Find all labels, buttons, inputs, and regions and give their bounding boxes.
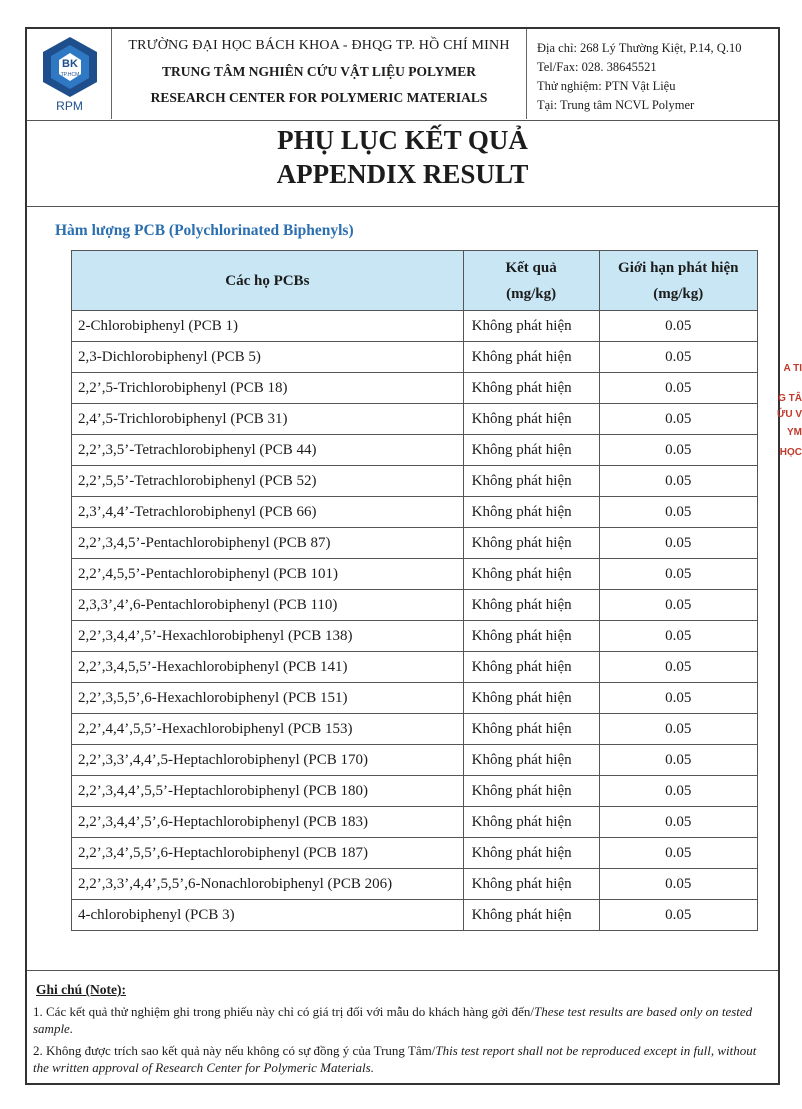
table-row (72, 528, 758, 559)
col-header-limit (599, 251, 757, 311)
pcb-name-cell: 2,2’,3,4,5’-Pentachlorobiphenyl (PCB 87) (72, 528, 464, 559)
result-cell: Không phát hiện (463, 466, 599, 497)
result-cell: Không phát hiện (463, 621, 599, 652)
location: Tại: Trung tâm NCVL Polymer (537, 98, 695, 112)
logo-name: BK (62, 58, 78, 70)
table-row (72, 497, 758, 528)
pcb-name-cell: 2,3,3’,4’,6-Pentachlorobiphenyl (PCB 110) (72, 590, 464, 621)
result-cell: Không phát hiện (463, 776, 599, 807)
limit-cell: 0.05 (599, 590, 757, 621)
table-body (72, 311, 758, 931)
table-row (72, 559, 758, 590)
note-2 (33, 1042, 773, 1076)
result-cell: Không phát hiện (463, 497, 599, 528)
notes-section (27, 970, 778, 1083)
pcb-name-cell: 2,4’,5-Trichlorobiphenyl (PCB 31) (72, 404, 464, 435)
limit-cell: 0.05 (599, 869, 757, 900)
pcb-name-cell: 2,2’,3,3’,4,4’,5,5’,6-Nonachlorobiphenyl (PCB 206) (72, 869, 464, 900)
result-cell: Không phát hiện (463, 900, 599, 931)
limit-cell: 0.05 (599, 807, 757, 838)
table-row (72, 900, 758, 931)
limit-cell: 0.05 (599, 683, 757, 714)
limit-cell: 0.05 (599, 497, 757, 528)
limit-cell: 0.05 (599, 528, 757, 559)
institution-line3: RESEARCH CENTER FOR POLYMERIC MATERIALS (150, 90, 488, 105)
table-header-row (72, 251, 758, 311)
result-cell: Không phát hiện (463, 714, 599, 745)
note-1-en: These test results are based only on tested sample. (33, 1004, 753, 1036)
pcb-name-cell: 2,2’,3,4’,5,5’,6-Heptachlorobiphenyl (PCB 187) (72, 838, 464, 869)
col-header-pcb: Các họ PCBs (72, 251, 464, 311)
col-header-result-l2: (mg/kg) (506, 285, 557, 302)
institution-line1: TRƯỜNG ĐẠI HỌC BÁCH KHOA - ĐHQG TP. HỒ CHÍ MINH (128, 38, 510, 53)
result-cell: Không phát hiện (463, 559, 599, 590)
table-row (72, 311, 758, 342)
table-row (72, 745, 758, 776)
pcb-name-cell: 2,2’,4,4’,5,5’-Hexachlorobiphenyl (PCB 153) (72, 714, 464, 745)
table-row (72, 683, 758, 714)
pcb-name-cell: 2,2’,5,5’-Tetrachlorobiphenyl (PCB 52) (72, 466, 464, 497)
table-row (72, 404, 758, 435)
result-cell: Không phát hiện (463, 807, 599, 838)
logo-sub: TP.HCM (60, 72, 80, 78)
pcb-name-cell: 2,2’,3,5,5’,6-Hexachlorobiphenyl (PCB 151) (72, 683, 464, 714)
pcb-name-cell: 2,2’,3,5’-Tetrachlorobiphenyl (PCB 44) (72, 435, 464, 466)
pcb-name-cell: 2-Chlorobiphenyl (PCB 1) (72, 311, 464, 342)
result-cell: Không phát hiện (463, 652, 599, 683)
table-row (72, 590, 758, 621)
bk-logo-icon (39, 35, 101, 99)
note-1-vi: 1. Các kết quả thử nghiệm ghi trong phiếu này chỉ có giá trị đối với mẫu do khách hàng gởi đến/ (33, 1004, 534, 1019)
pcb-name-cell: 2,2’,3,4,5,5’-Hexachlorobiphenyl (PCB 141) (72, 652, 464, 683)
result-cell: Không phát hiện (463, 404, 599, 435)
institution-block (112, 29, 527, 119)
limit-cell: 0.05 (599, 652, 757, 683)
title-vi: PHỤ LỤC KẾT QUẢ (277, 125, 528, 155)
table-row (72, 373, 758, 404)
limit-cell: 0.05 (599, 838, 757, 869)
note-2-vi: 2. Không được trích sao kết quả này nếu không có sự đồng ý của Trung Tâm/ (33, 1043, 436, 1058)
pcb-name-cell: 2,2’,3,4,4’,5’,6-Heptachlorobiphenyl (PCB 183) (72, 807, 464, 838)
note-1 (33, 1003, 773, 1037)
col-header-result (463, 251, 599, 311)
pcb-name-cell: 2,2’,3,4,4’,5,5’-Heptachlorobiphenyl (PCB 180) (72, 776, 464, 807)
pcb-name-cell: 2,3’,4,4’-Tetrachlorobiphenyl (PCB 66) (72, 497, 464, 528)
table-row (72, 652, 758, 683)
limit-cell: 0.05 (599, 311, 757, 342)
limit-cell: 0.05 (599, 373, 757, 404)
table-row (72, 838, 758, 869)
result-cell: Không phát hiện (463, 373, 599, 404)
logo-block (27, 29, 112, 119)
limit-cell: 0.05 (599, 745, 757, 776)
result-cell: Không phát hiện (463, 435, 599, 466)
table-row (72, 621, 758, 652)
pcb-name-cell: 2,2’,5-Trichlorobiphenyl (PCB 18) (72, 373, 464, 404)
pcb-name-cell: 2,3-Dichlorobiphenyl (PCB 5) (72, 342, 464, 373)
result-cell: Không phát hiện (463, 528, 599, 559)
col-header-result-l1: Kết quả (505, 259, 557, 276)
logo-caption: RPM (56, 99, 83, 113)
title-en: APPENDIX RESULT (276, 159, 529, 189)
section-heading: Hàm lượng PCB (Polychlorinated Biphenyls) (55, 222, 354, 239)
pcb-name-cell: 2,2’,4,5,5’-Pentachlorobiphenyl (PCB 101) (72, 559, 464, 590)
result-cell: Không phát hiện (463, 342, 599, 373)
table-row (72, 714, 758, 745)
institution-line2: TRUNG TÂM NGHIÊN CỨU VẬT LIỆU POLYMER (161, 64, 477, 79)
pcb-name-cell: 4-chlorobiphenyl (PCB 3) (72, 900, 464, 931)
address: Địa chỉ: 268 Lý Thường Kiệt, P.14, Q.10 (537, 41, 742, 55)
notes-title: Ghi chú (Note): (36, 982, 126, 997)
table-row (72, 342, 758, 373)
table-row (72, 869, 758, 900)
contact-block (537, 39, 741, 115)
table-row (72, 466, 758, 497)
limit-cell: 0.05 (599, 435, 757, 466)
pcb-name-cell: 2,2’,3,4,4’,5’-Hexachlorobiphenyl (PCB 138) (72, 621, 464, 652)
result-cell: Không phát hiện (463, 311, 599, 342)
col-header-limit-l2: (mg/kg) (653, 285, 704, 302)
table-row (72, 776, 758, 807)
result-cell: Không phát hiện (463, 683, 599, 714)
result-cell: Không phát hiện (463, 590, 599, 621)
limit-cell: 0.05 (599, 900, 757, 931)
telfax: Tel/Fax: 028. 38645521 (537, 60, 657, 74)
col-header-limit-l1: Giới hạn phát hiện (618, 259, 739, 276)
limit-cell: 0.05 (599, 714, 757, 745)
pcb-results-table (71, 250, 758, 931)
result-cell: Không phát hiện (463, 869, 599, 900)
limit-cell: 0.05 (599, 404, 757, 435)
limit-cell: 0.05 (599, 621, 757, 652)
pcb-name-cell: 2,2’,3,3’,4,4’,5-Heptachlorobiphenyl (PCB 170) (72, 745, 464, 776)
result-cell: Không phát hiện (463, 838, 599, 869)
note-2-en: This test report shall not be reproduced except in full, without the written approval of Research Center for Polymeric Materials. (33, 1043, 757, 1075)
table-row (72, 435, 758, 466)
result-cell: Không phát hiện (463, 745, 599, 776)
title-block (27, 121, 778, 207)
limit-cell: 0.05 (599, 466, 757, 497)
lab: Thử nghiệm: PTN Vật Liệu (537, 79, 676, 93)
table-row (72, 807, 758, 838)
limit-cell: 0.05 (599, 342, 757, 373)
letterhead (27, 29, 778, 121)
limit-cell: 0.05 (599, 559, 757, 590)
stamp-mark: A TI G TÂ ỨU V YM HỌC (777, 363, 802, 458)
limit-cell: 0.05 (599, 776, 757, 807)
